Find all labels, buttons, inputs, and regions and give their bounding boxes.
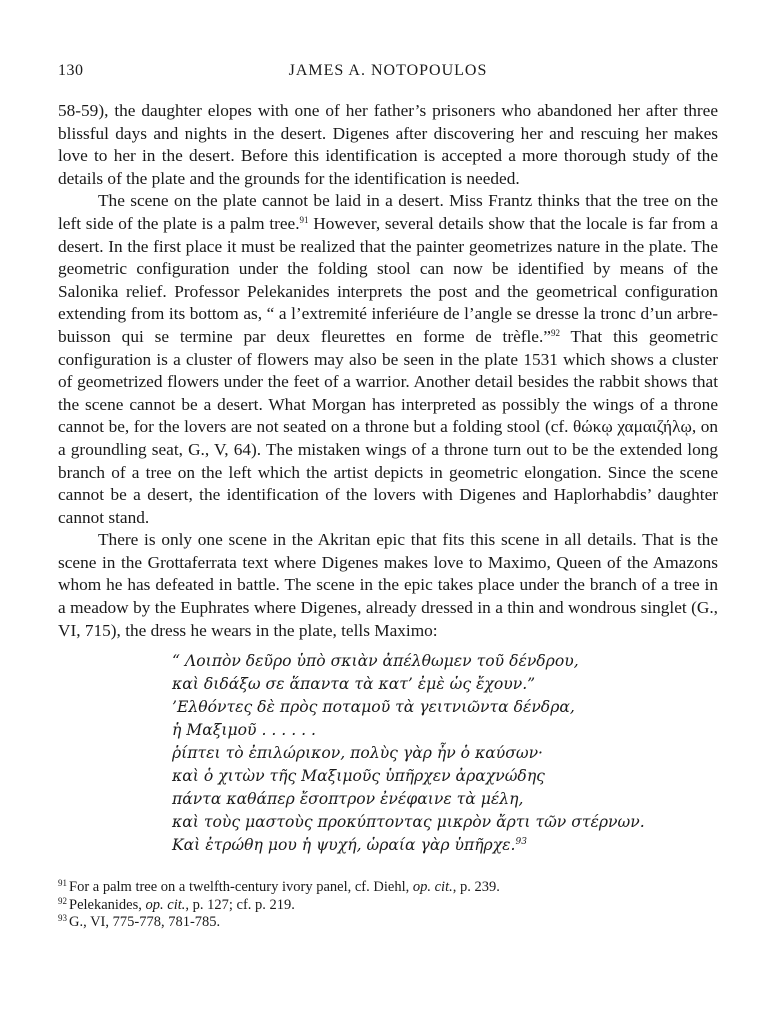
verse-line-last: [172, 834, 718, 857]
verse-line: καὶ τοὺς μαστοὺς προκύπτοντας μικρὸν ἄρτι τῶν στέρνων.: [172, 813, 645, 832]
running-title: JAMES A. NOTOPOULOS: [288, 62, 488, 79]
verse-line: ’Ελθόντες δὲ πρὸς ποταμοῦ τὰ γειτνιῶντα δένδρα,: [172, 698, 575, 717]
footnotes: [58, 879, 718, 932]
verse-line: ῥίπτει τὸ ἐπιλώρικον, πολὺς γὰρ ἦν ὁ καύσων·: [172, 744, 544, 763]
document-page: [58, 62, 718, 932]
footnote-text: For a palm tree on a twelfth-century ivory panel, cf. Diehl,: [69, 879, 413, 896]
footnote-text: Pelekanides,: [69, 896, 146, 913]
greek-quotation: [172, 650, 718, 857]
paragraph-3: There is only one scene in the Akritan epic that fits this scene in all details. That is the scene in the Grottaferrata text where Digenes makes love to Maximo, Queen of the Amazons whom he has defeated in battle. The scene in the epic takes place under the branch of a tree in a meadow by the Euphrates where Digenes, already dressed in a thin and wondrous singlet (G., VI, 715), the dress he wears in the plate, tells Maximo:: [58, 530, 718, 640]
verse-line: πάντα καθάπερ ἔσοπτρον ἐνέφαινε τὰ μέλη,: [172, 790, 524, 809]
footnote-text: G., VI, 775-778, 781-785.: [69, 914, 221, 931]
paragraph-2-part-2: However, several details show that the locale is far from a desert. In the first place it must be realized that the painter geometrizes nature in the plate. The geometric configuration under the folding stool can now be identified by means of the Salonika relief. Professor Pelekanides interprets the post and the geometrical configuration extending from its bottom as, “ a l’extremité inferiéure de l’angle se dresse la tronc d’un arbre-buisson qui se termine par deux fleurettes en forme de trèfle.”: [58, 213, 719, 346]
footnote-mark: 91: [58, 878, 67, 889]
verse-text: Καὶ ἐτρώθη μου ἡ ψυχή, ὡραία γὰρ ὑπῆρχε.: [172, 836, 516, 855]
footnote-mark: 93: [58, 913, 67, 924]
verse-line: “ Λοιπὸν δεῦρο ὑπὸ σκιὰν ἀπέλθωμεν τοῦ δένδρου,: [172, 652, 579, 671]
page-number: 130: [58, 62, 84, 79]
paragraph-1: 58-59), the daughter elopes with one of her father’s prisoners who abandoned her after three blissful days and nights in the desert. Digenes after discovering her and rescuing her makes love to her in the desert. Before this identification is accepted a more thorough study of the details of the plate and the grounds for the identification is needed.: [58, 101, 718, 188]
footnote-92: [58, 897, 718, 915]
footnote-91: [58, 879, 718, 897]
footnote-ref-93[interactable]: 93: [515, 837, 527, 848]
paragraph-2-part-1: The scene on the plate cannot be laid in a desert. Miss Frantz thinks that the tree on the left side of the plate is a palm tree.: [58, 191, 718, 233]
footnote-ref-91[interactable]: 91: [299, 214, 309, 225]
footnote-text-end: , p. 239.: [452, 879, 500, 896]
verse-line: καὶ ὁ χιτὼν τῆς Μαξιμοῦς ὑπῆρχεν ἀραχνώδης: [172, 767, 545, 786]
footnote-citation: op. cit.: [145, 896, 186, 913]
paragraph-2: [58, 190, 718, 529]
footnote-text-end: , p. 127; cf. p. 219.: [185, 896, 295, 913]
page-header: [58, 62, 718, 90]
body-text: [58, 100, 718, 642]
footnote-ref-92[interactable]: 92: [550, 327, 560, 338]
verse-line: ἡ Μαξιμοῦ . . . . . .: [172, 721, 316, 740]
verse-line: καὶ διδάξω σε ἅπαντα τὰ κατ’ ἐμὲ ὡς ἔχουν.”: [172, 675, 536, 694]
footnote-93: [58, 914, 718, 932]
footnote-mark: 92: [58, 895, 67, 906]
paragraph-2-part-3: That this geometric configuration is a cluster of flowers may also be seen in the plate 1531 which shows a cluster of geometrized flowers under the feet of a warrior. Another detail besides the rabbit shows that the scene cannot be a desert. What Morgan has interpreted as possibly the wings of a throne cannot be, for the lovers are not seated on a throne but a folding stool (cf. θώκῳ χαμαιζήλῳ, on a groundling seat, G., V, 64). The mistaken wings of a throne turn out to be the extended long branch of a tree on the left which the artist depicts in geometric elongation. Since the scene cannot be a desert, the identification of the lovers with Digenes and Haplorhabdis’ daughter cannot stand.: [58, 326, 718, 527]
footnote-citation: op. cit.: [412, 879, 453, 896]
